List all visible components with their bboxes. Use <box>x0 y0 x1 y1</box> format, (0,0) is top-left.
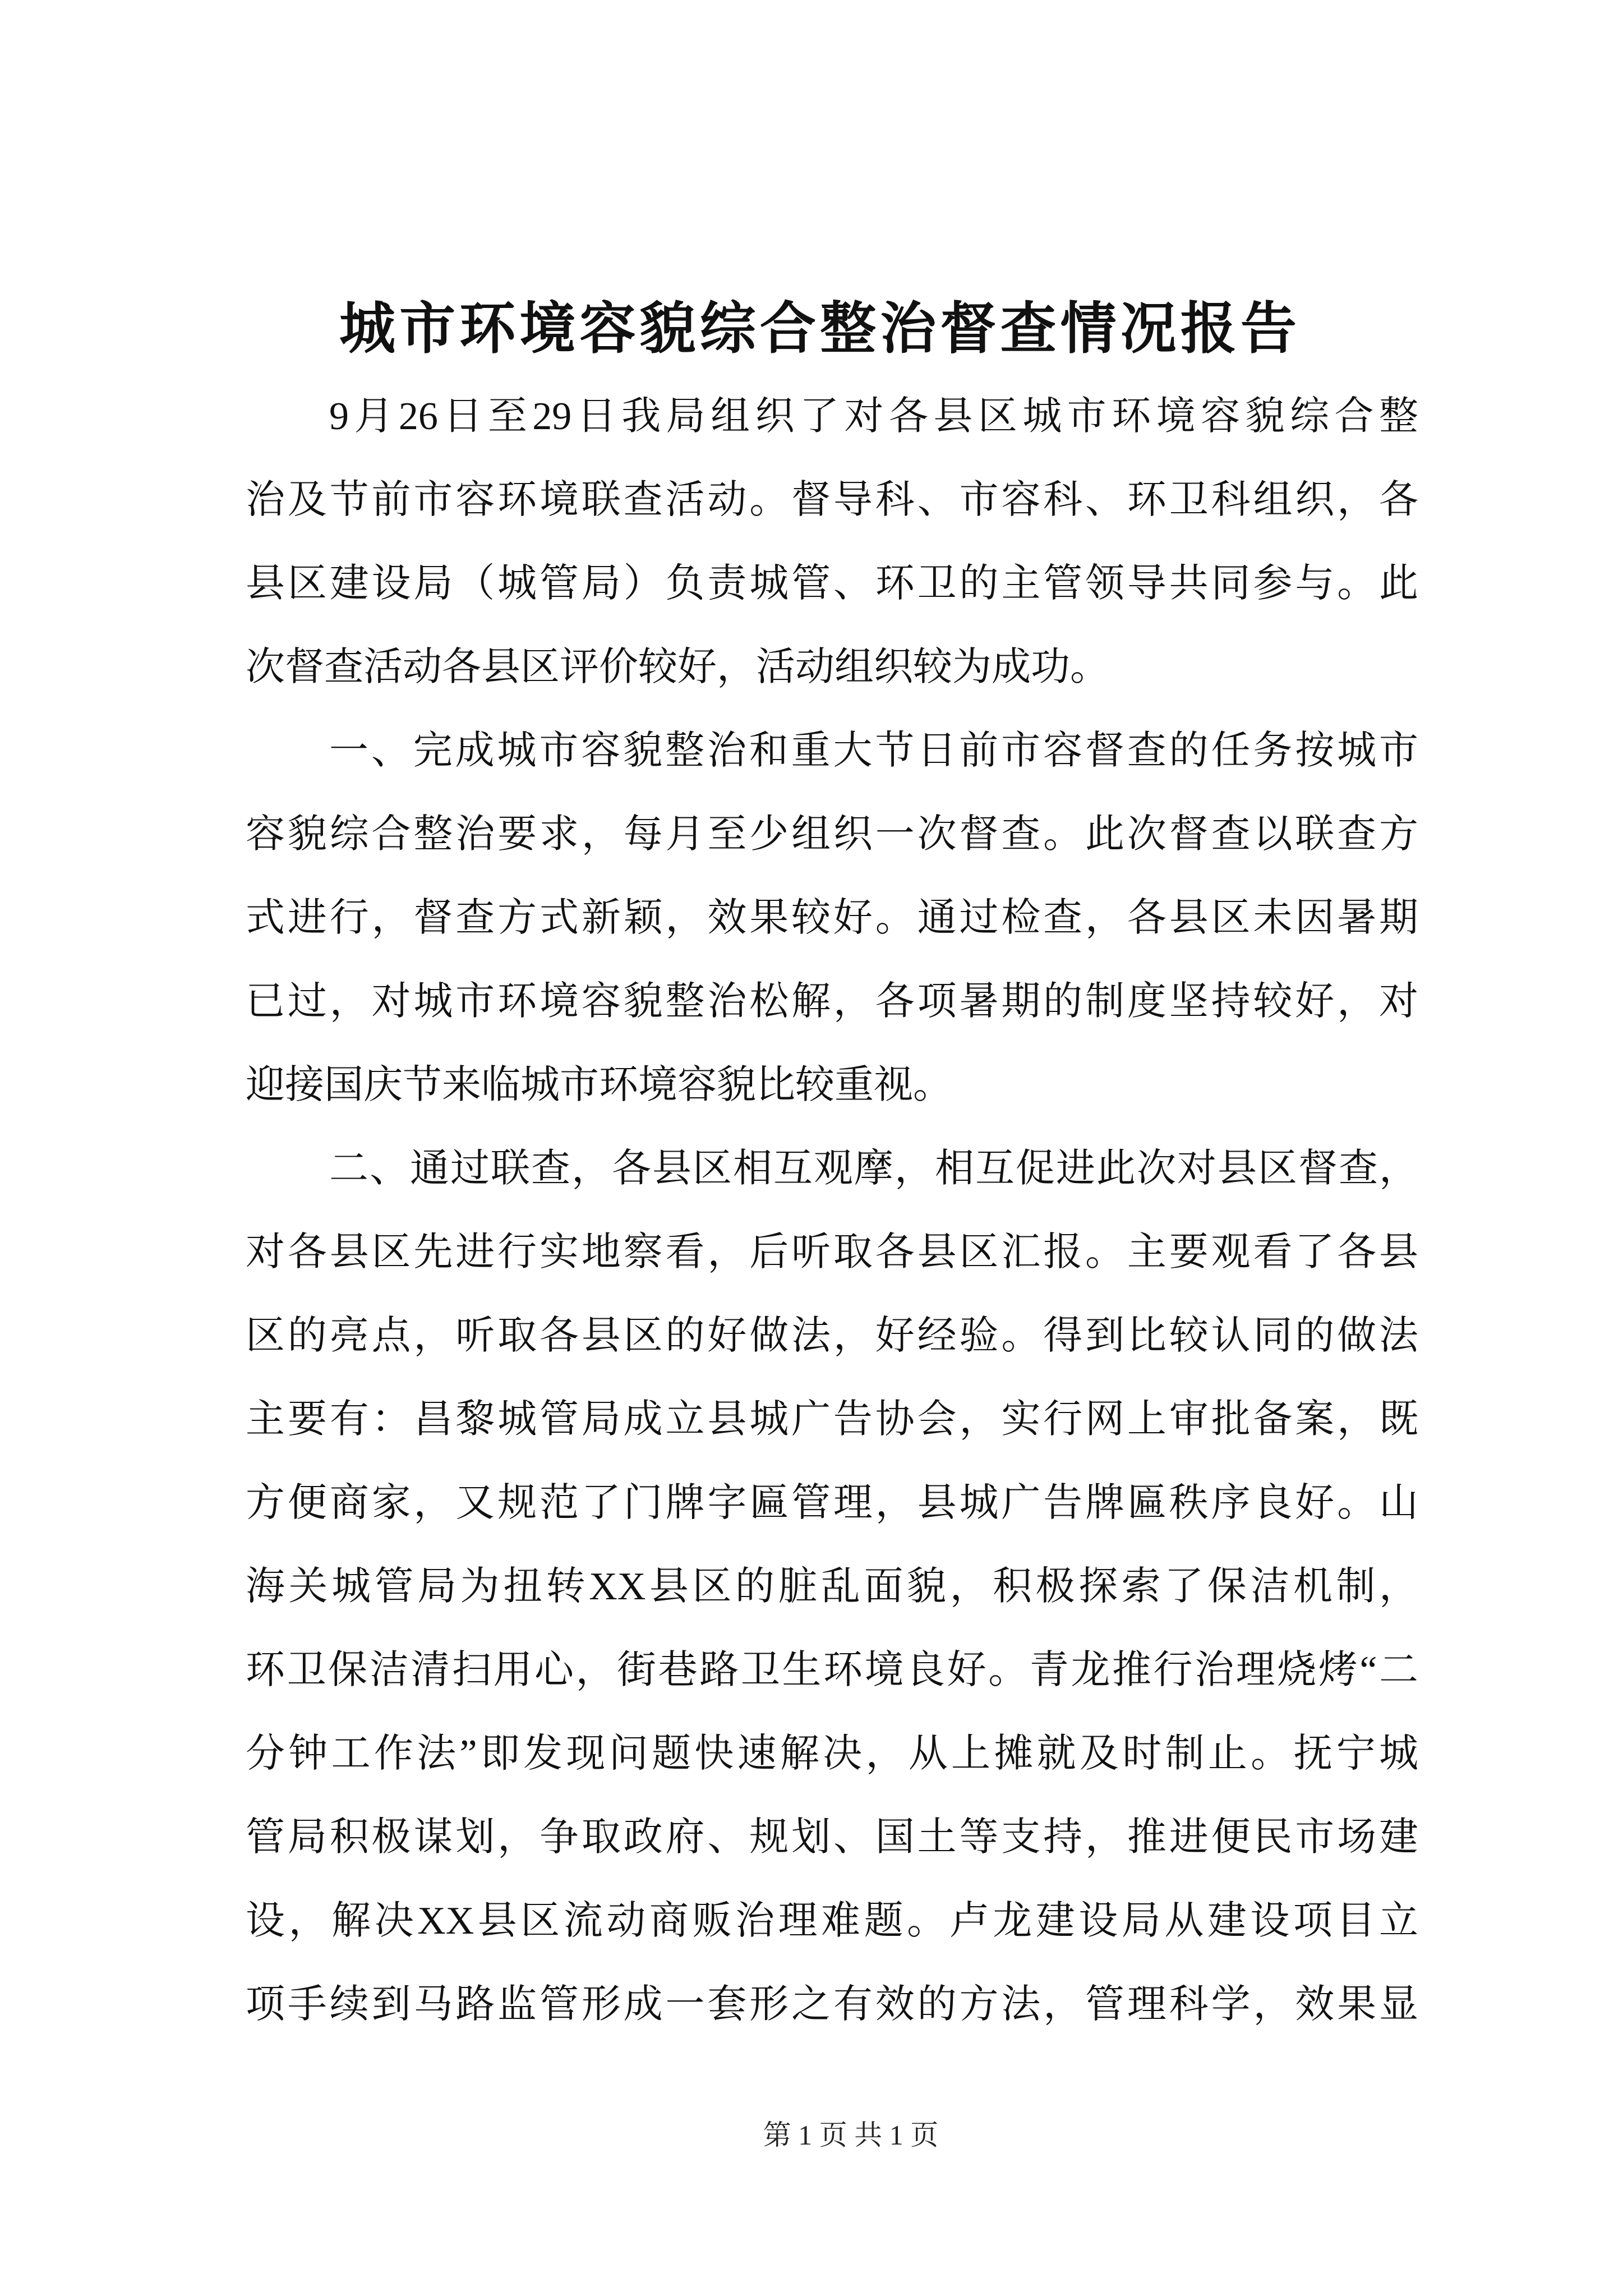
paragraph-1 <box>246 375 1418 709</box>
body-line: 治及节前市容环境联查活动。督导科、市容科、环卫科组织，各 <box>246 478 1418 522</box>
document-title: 城市环境容貌综合整治督查情况报告 <box>339 298 1297 360</box>
body-line: 二、通过联查，各县区相互观摩，相互促进此次对县区督查， <box>329 1147 1418 1190</box>
body-line: 县区建设局（城管局）负责城管、环卫的主管领导共同参与。此 <box>246 562 1418 605</box>
body-line: 容貌综合整治要求，每月至少组织一次督查。此次督查以联查方 <box>246 813 1418 856</box>
body-line: 9月26日至29日我局组织了对各县区城市环境容貌综合整 <box>329 395 1418 438</box>
body-line: 主要有：昌黎城管局成立县城广告协会，实行网上审批备案，既 <box>246 1398 1418 1441</box>
body-line: 分钟工作法”即发现问题快速解决，从上摊就及时制止。抚宁城 <box>246 1732 1418 1775</box>
body-line: 环卫保洁清扫用心，街巷路卫生环境良好。青龙推行治理烧烤“二 <box>246 1649 1418 1692</box>
body-line: 迎接国庆节来临城市环境容貌比较重视。 <box>246 1064 952 1107</box>
body-line: 海关城管局为扭转XX县区的脏乱面貌，积极探索了保洁机制， <box>246 1565 1418 1608</box>
body-line: 方便商家，又规范了门牌字匾管理，县城广告牌匾秩序良好。山 <box>246 1481 1418 1525</box>
paragraph-3 <box>246 1127 1418 2046</box>
paragraph-2 <box>246 709 1418 1127</box>
body-line: 项手续到马路监管形成一套形之有效的方法，管理科学，效果显 <box>246 1983 1418 2026</box>
body-line: 一、完成城市容貌整治和重大节日前市容督查的任务按城市 <box>329 729 1418 772</box>
body-line: 对各县区先进行实地察看，后听取各县区汇报。主要观看了各县 <box>246 1231 1418 1274</box>
body-line: 式进行，督查方式新颖，效果较好。通过检查，各县区未因暑期 <box>246 896 1418 940</box>
body-line: 管局积极谋划，争取政府、规划、国土等支持，推进便民市场建 <box>246 1816 1418 1859</box>
body-line: 设，解决XX县区流动商贩治理难题。卢龙建设局从建设项目立 <box>246 1899 1418 1943</box>
page-footer: 第 1 页 共 1 页 <box>763 2119 939 2151</box>
body-line: 次督查活动各县区评价较好，活动组织较为成功。 <box>246 646 1109 689</box>
document-body <box>246 375 1418 2046</box>
body-line: 已过，对城市环境容貌整治松解，各项暑期的制度坚持较好，对 <box>246 980 1418 1023</box>
body-line: 区的亮点，听取各县区的好做法，好经验。得到比较认同的做法 <box>246 1314 1418 1358</box>
